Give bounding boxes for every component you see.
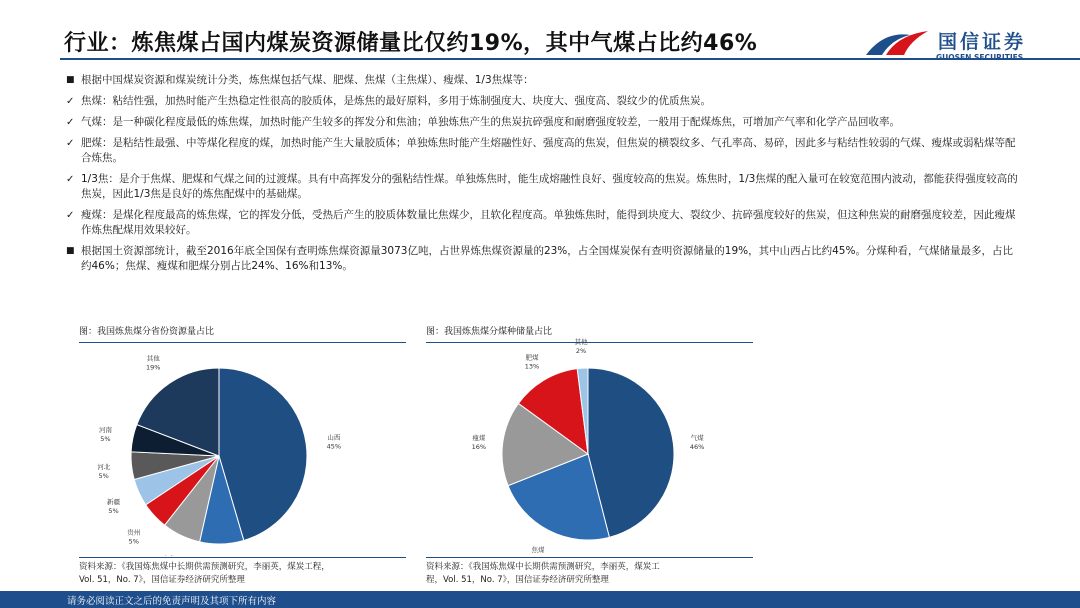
pie-label-焦煤-pct — [531, 555, 545, 556]
panel-divider — [79, 557, 406, 558]
pie-chart-provinces — [79, 324, 406, 556]
pie-label-其他-pct: 19% — [145, 363, 161, 372]
pie-label-其他: 其他 — [146, 354, 160, 363]
pie-label-山西-pct: 45% — [326, 442, 342, 451]
logo-text-cn: 国信证券 — [938, 31, 1027, 53]
bullet-item — [66, 73, 1021, 88]
bullet-text: 1/3焦：是介于焦煤、肥煤和气煤之间的过渡煤。具有中高挥发分的强粘结性煤。单独炼焦时，能生成熔融性良好、强度较高的焦炭。炼焦时，1/3焦煤的配入量可在较宽范围内波动，都能获得强度较高的焦炭，因此1/3焦是良好的炼焦配煤中的基础煤。 — [81, 173, 1018, 200]
pie-label-瘦煤: 瘦煤 — [472, 434, 486, 443]
check-icon: ✓ — [66, 210, 75, 221]
square-bullet-icon: ■ — [66, 75, 75, 85]
check-icon: ✓ — [66, 117, 75, 128]
chart-panel-provinces — [79, 324, 406, 590]
pie-label-气煤: 气煤 — [690, 434, 704, 443]
pie-label-其他-pct: 2% — [575, 347, 587, 356]
pie-label-河南-pct: 5% — [100, 435, 111, 444]
pie-label-贵州: 贵州 — [127, 528, 141, 537]
bullet-text: 肥煤：是粘结性最强、中等煤化程度的煤，加热时能产生大量胶质体；单独炼焦时能产生熔融性好、强度高的焦炭，但焦炭的横裂纹多、气孔率高、易碎，因此多与粘结性较弱的气煤、瘦煤或弱粘煤等配合炼焦。 — [81, 137, 1016, 164]
bullet-item — [66, 244, 1021, 274]
logo-text-en: GUOSEN SECURITIES — [936, 53, 1024, 62]
bullet-item — [66, 136, 1021, 166]
bullet-item — [66, 115, 1021, 130]
source-line: 资料来源：《我国炼焦煤中长期供需预测研究，李丽英，煤炭工 — [426, 562, 660, 572]
pie-label-其他: 其他 — [574, 338, 588, 347]
source-line: 资料来源：《我国炼焦煤中长期供需预测研究，李丽英，煤炭工程， — [79, 562, 330, 572]
chart-source — [79, 561, 406, 587]
pie-label-山西: 山西 — [327, 433, 341, 442]
pie-label-瘦煤-pct: 16% — [471, 443, 487, 452]
source-line: Vol. 51，No. 7》，国信证券经济研究所整理 — [79, 575, 245, 585]
bullet-text: 焦煤：粘结性强，加热时能产生热稳定性很高的胶质体，是炼焦的最好原料，多用于炼制强度大、块度大、强度高、裂纹少的优质焦炭。 — [81, 95, 711, 107]
bullet-item — [66, 94, 1021, 109]
check-icon: ✓ — [66, 96, 75, 107]
pie-label-河北: 河北 — [97, 462, 111, 471]
pie-label-气煤-pct: 46% — [689, 443, 705, 452]
panel-divider — [426, 557, 753, 558]
disclaimer-text: 请务必阅读正文之后的免责声明及其项下所有内容 — [67, 596, 277, 607]
pie-label-肥煤: 肥煤 — [525, 353, 539, 362]
bullet-list — [66, 73, 1021, 280]
check-icon: ✓ — [66, 138, 75, 149]
bullet-text: 根据国土资源部统计，截至2016年底全国保有查明炼焦煤资源量3073亿吨，占世界炼焦煤资源量的23%，占全国煤炭保有查明资源储量的19%，其中山西占比约45%。分煤种看，气煤储量最多，占比约46%；焦煤、瘦煤和肥煤分别占比24%、16%和13%。 — [81, 245, 1013, 272]
chart-source — [426, 561, 753, 587]
bullet-item — [66, 208, 1021, 238]
check-icon: ✓ — [66, 174, 75, 185]
pie-label-贵州-pct: 5% — [128, 537, 139, 546]
logo-mark-icon — [862, 25, 932, 61]
company-logo — [862, 25, 1062, 65]
pie-label-山东 — [163, 554, 177, 556]
source-line: 程，Vol. 51，No. 7》，国信证券经济研究所整理 — [426, 575, 609, 585]
square-bullet-icon: ■ — [66, 246, 75, 256]
bullet-text: 根据中国煤炭资源和煤炭统计分类，炼焦煤包括气煤、肥煤、焦煤（主焦煤）、瘦煤、1/3焦煤等： — [81, 74, 534, 86]
pie-label-新疆-pct: 5% — [108, 507, 119, 516]
pie-label-肥煤-pct: 13% — [524, 362, 540, 371]
chart-panel-coal-types — [426, 324, 753, 590]
page-header — [0, 0, 1080, 62]
page-footer — [0, 591, 1080, 608]
pie-label-河北-pct: 5% — [98, 471, 109, 480]
bullet-text: 气煤：是一种碳化程度最低的炼焦煤，加热时能产生较多的挥发分和焦油；单独炼焦产生的焦炭抗碎强度和耐磨强度较差，一般用于配煤炼焦，可增加产气率和化学产品回收率。 — [81, 116, 900, 128]
bullet-text: 瘦煤：是煤化程度最高的炼焦煤，它的挥发分低，受热后产生的胶质体数量比焦煤少，且软化程度高。单独炼焦时，能得到块度大、裂纹少、抗碎强度较好的焦炭，但这种焦炭的耐磨强度较差，因此瘦煤作炼焦配煤用效果较好。 — [81, 209, 1016, 236]
page-title: 行业：炼焦煤占国内煤炭资源储量比仅约19%，其中气煤占比约46% — [64, 31, 758, 56]
pie-chart-coal-types — [426, 324, 753, 556]
chart-title: 图：我国炼焦煤分煤种储量占比 — [426, 327, 553, 337]
pie-label-新疆: 新疆 — [106, 498, 120, 507]
pie-label-河南: 河南 — [98, 426, 112, 435]
pie-label-焦煤: 焦煤 — [531, 546, 545, 555]
chart-title: 图：我国炼焦煤分省份资源量占比 — [79, 327, 215, 337]
bullet-item — [66, 172, 1021, 202]
